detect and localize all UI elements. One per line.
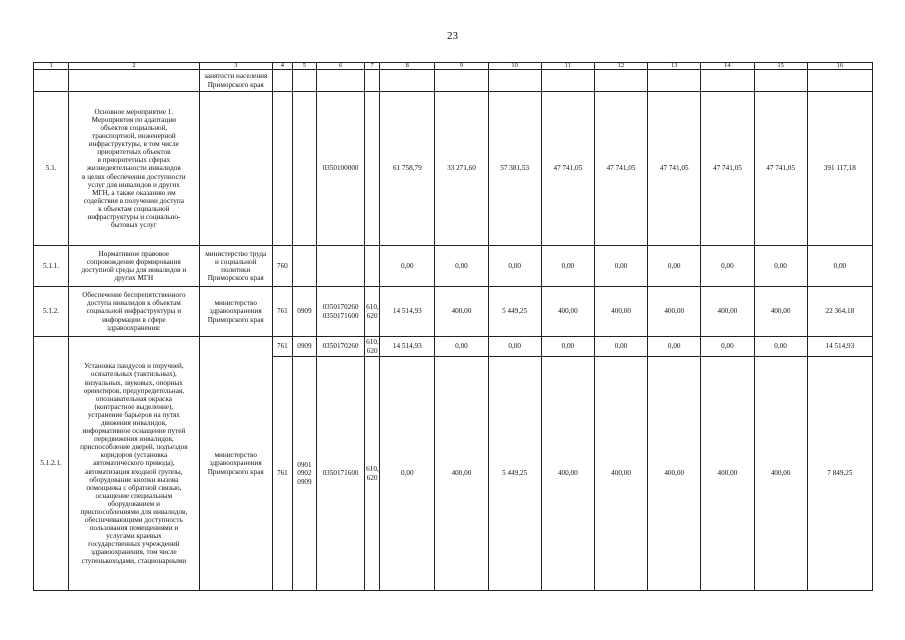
expense-type-cell: 610, 620: [365, 287, 380, 337]
total-cell: 22 364,18: [807, 287, 872, 337]
value-cell: 400,00: [435, 357, 488, 591]
value-cell: 400,00: [754, 357, 807, 591]
section-cell: [292, 246, 316, 287]
column-number: 6: [316, 63, 364, 70]
table-row-5-1-1: [34, 246, 873, 287]
value-cell: 0,00: [754, 246, 807, 287]
value-cell: 400,00: [701, 357, 754, 591]
column-number: 12: [594, 63, 647, 70]
value-cell: 0,00: [648, 337, 701, 357]
value-cell: 57 381,53: [488, 92, 541, 246]
column-number: 14: [701, 63, 754, 70]
value-cell: 0,00: [488, 337, 541, 357]
target-article-cell: 0350171600: [316, 357, 364, 591]
expense-type-cell: 610, 620: [366, 338, 379, 355]
column-number: 2: [69, 63, 199, 70]
table-row-5-1-2-1a: [34, 337, 873, 357]
column-number: 5: [292, 63, 316, 70]
total-cell: 7 849,25: [807, 357, 872, 591]
value-cell: 0,00: [701, 337, 754, 357]
section-cell: 0909: [292, 287, 316, 337]
value-cell: 0,00: [754, 337, 807, 357]
value-cell: 0,00: [380, 246, 435, 287]
column-number: 15: [754, 63, 807, 70]
value-cell: 47 741,05: [541, 92, 594, 246]
column-number: 7: [365, 63, 380, 70]
column-number: 1: [34, 63, 69, 70]
value-cell: 0,00: [648, 246, 701, 287]
value-cell: 33 271,60: [435, 92, 488, 246]
value-cell: 0,00: [380, 357, 435, 591]
row-code: 5.1.2.: [34, 287, 69, 337]
column-number: 13: [648, 63, 701, 70]
value-cell: 5 449,25: [488, 357, 541, 591]
grbs-cell: 761: [272, 287, 292, 337]
row-code: 5.1.2.1.: [34, 337, 69, 591]
value-cell: 0,00: [488, 246, 541, 287]
value-cell: 47 741,05: [754, 92, 807, 246]
value-cell: 400,00: [594, 357, 647, 591]
column-number: 9: [435, 63, 488, 70]
value-cell: 400,00: [541, 357, 594, 591]
value-cell: 47 741,05: [648, 92, 701, 246]
column-number: 4: [272, 63, 292, 70]
row-name: Нормативное правовое сопровождение формирования доступной среды для инвалидов и других МГН: [69, 246, 199, 287]
table-row-5-1: [34, 92, 873, 246]
value-cell: 0,00: [435, 246, 488, 287]
expense-type-cell: [365, 92, 380, 246]
value-cell: 61 758,79: [380, 92, 435, 246]
column-number-row: [34, 63, 873, 70]
continuation-row: [34, 70, 873, 92]
row-code: 5.1.1.: [34, 246, 69, 287]
target-article-cell: 0350170260 0350171600: [316, 287, 364, 337]
program-measures-table: [33, 62, 873, 591]
row-name: Обеспечение беспрепятственного доступа инвалидов к объектам социальной инфраструктуры и информации в сфере здравоохранения:: [69, 287, 199, 337]
value-cell: 0,00: [435, 337, 488, 357]
grbs-cell: 761: [272, 357, 292, 591]
expense-type-cell: [365, 246, 380, 287]
section-cell: 0901 0902 0909: [292, 357, 316, 591]
executor-cell: министерство здравоохранения Приморского края: [199, 287, 272, 337]
value-cell: 14 514,93: [380, 337, 435, 357]
column-number: 3: [199, 63, 272, 70]
column-number: 16: [807, 63, 872, 70]
value-cell: 0,00: [594, 246, 647, 287]
value-cell: 400,00: [701, 287, 754, 337]
target-article-cell: 0350100000: [316, 92, 364, 246]
value-cell: 400,00: [754, 287, 807, 337]
section-cell: [292, 92, 316, 246]
total-cell: 0,00: [807, 246, 872, 287]
total-cell: 391 117,18: [807, 92, 872, 246]
value-cell: 0,00: [541, 337, 594, 357]
grbs-cell: 761: [272, 337, 292, 357]
value-cell: 14 514,93: [380, 287, 435, 337]
executor-cell: министерство здравоохранения Приморского края: [199, 337, 272, 591]
row-code: 5.1.: [34, 92, 69, 246]
total-cell: 14 514,93: [807, 337, 872, 357]
executor-cell: министерство труда и социальной политики Приморского края: [199, 246, 272, 287]
target-article-cell: [316, 246, 364, 287]
target-article-cell: 0350170260: [316, 337, 364, 357]
table-row-5-1-2: [34, 287, 873, 337]
grbs-cell: [272, 92, 292, 246]
grbs-cell: 760: [272, 246, 292, 287]
page-number: 23: [447, 30, 458, 42]
value-cell: 47 741,05: [701, 92, 754, 246]
column-number: 10: [488, 63, 541, 70]
executor-cell: занятости населения Приморского края: [199, 70, 272, 92]
executor-cell: [199, 92, 272, 246]
value-cell: 0,00: [594, 337, 647, 357]
value-cell: 5 449,25: [488, 287, 541, 337]
row-name: Основное мероприятие 1. Мероприятия по адаптации объектов социальной, транспортной, инженерной инфраструктуры, в том числе приоритетных объектов в приоритетных сферах жизнедеятельности инвалидов в целях обеспечения доступности услуг для инвалидов и других МГН, а также оказанию им содействия в получении доступа к объектам социальной инфраструктуры и социально- бытовых услуг: [69, 92, 199, 246]
value-cell: 400,00: [541, 287, 594, 337]
value-cell: 0,00: [541, 246, 594, 287]
value-cell: 400,00: [435, 287, 488, 337]
column-number: 11: [541, 63, 594, 70]
value-cell: 400,00: [648, 357, 701, 591]
value-cell: 47 741,05: [594, 92, 647, 246]
value-cell: 400,00: [648, 287, 701, 337]
expense-type-cell: 610, 620: [365, 357, 380, 591]
value-cell: 400,00: [594, 287, 647, 337]
value-cell: 0,00: [701, 246, 754, 287]
section-cell: 0909: [292, 337, 316, 357]
column-number: 8: [380, 63, 435, 70]
row-name: Установка пандусов и поручней, осязательных (тактильных), визуальных, звуковых, опорных ориентиров, предупредительная, опознавательная окраска (контрастное выделение), устранение барьеров на путях движения инвалидов, информативное оснащение путей передвижения инвалидов, приспособление дверей, подъездов коридоров (установка автоматического привода), автоматизация входной группы, оборудование кнопки вызова помощника с обратной связью, оснащение специальным оборудованием и приспособлениями для инвалидов, обеспечивающими доступность пользования помещениями и услугами краевых государственных учреждений здравоохранения, том числе ступенькоходами, стационарными: [69, 337, 199, 591]
